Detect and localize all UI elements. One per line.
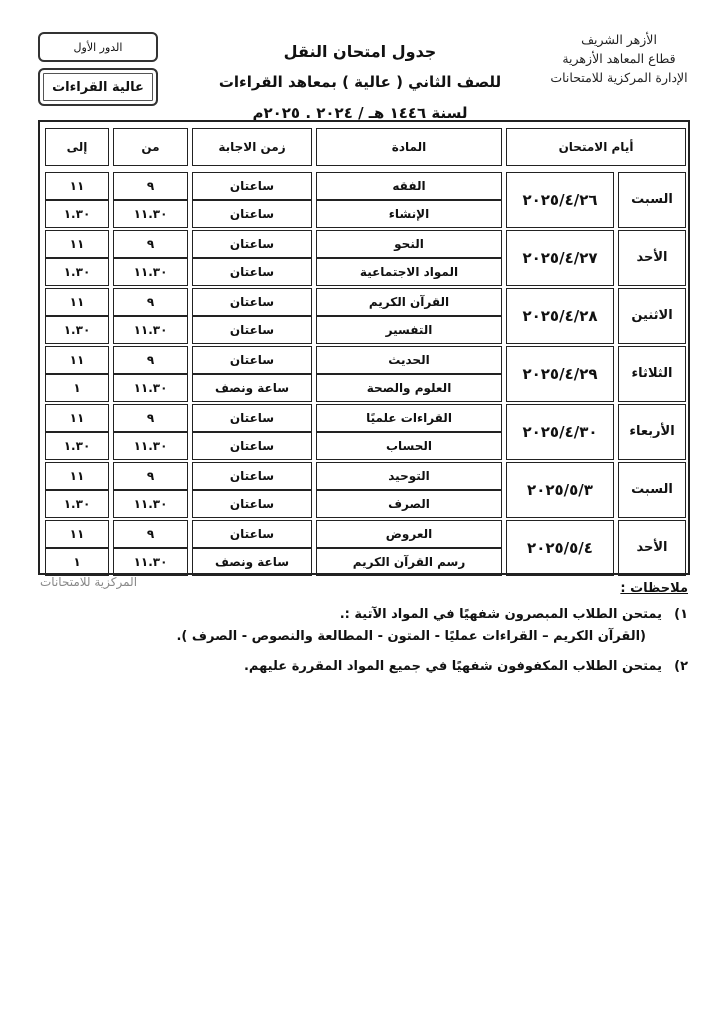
subject-cell: التوحيد bbox=[316, 462, 502, 490]
logo-line: الإدارة المركزية للامتحانات bbox=[550, 70, 688, 85]
from-cell: ١١.٣٠ bbox=[113, 432, 188, 460]
duration-cell: ساعتان bbox=[192, 462, 312, 490]
subject-cell: الحساب bbox=[316, 432, 502, 460]
day-cell: الأحد bbox=[618, 520, 686, 576]
date-cell: ٢٠٢٥/٤/٢٩ bbox=[506, 346, 614, 402]
day-cell: الأحد bbox=[618, 230, 686, 286]
date-cell: ٢٠٢٥/٤/٢٨ bbox=[506, 288, 614, 344]
from-cell: ١١.٣٠ bbox=[113, 490, 188, 518]
notes-section bbox=[48, 578, 688, 678]
day-cell: السبت bbox=[618, 462, 686, 518]
duration-cell: ساعة ونصف bbox=[192, 548, 312, 576]
title-line-1: جدول امتحان النقل bbox=[283, 42, 437, 61]
to-cell: ١.٣٠ bbox=[45, 432, 109, 460]
duration-cell: ساعتان bbox=[192, 520, 312, 548]
duration-cell: ساعتان bbox=[192, 346, 312, 374]
duration-cell: ساعة ونصف bbox=[192, 374, 312, 402]
azhar-logo-text bbox=[544, 30, 694, 87]
header-to: إلى bbox=[45, 128, 109, 166]
subject-cell: القرآن الكريم bbox=[316, 288, 502, 316]
date-cell: ٢٠٢٥/٤/٢٦ bbox=[506, 172, 614, 228]
to-cell: ١.٣٠ bbox=[45, 316, 109, 344]
from-cell: ١١.٣٠ bbox=[113, 258, 188, 286]
note-subtext: (القرآن الكريم – القراءات عمليًا - المتون - المطالعة والنصوص - الصرف ). bbox=[176, 629, 646, 644]
header-duration: زمن الاجابة bbox=[192, 128, 312, 166]
to-cell: ١ bbox=[45, 374, 109, 402]
from-cell: ٩ bbox=[113, 288, 188, 316]
from-cell: ٩ bbox=[113, 462, 188, 490]
header-subject: المادة bbox=[316, 128, 502, 166]
duration-cell: ساعتان bbox=[192, 404, 312, 432]
duration-cell: ساعتان bbox=[192, 230, 312, 258]
duration-cell: ساعتان bbox=[192, 200, 312, 228]
day-cell: الثلاثاء bbox=[618, 346, 686, 402]
subject-cell: النحو bbox=[316, 230, 502, 258]
from-cell: ٩ bbox=[113, 346, 188, 374]
subject-cell: الفقه bbox=[316, 172, 502, 200]
date-cell: ٢٠٢٥/٤/٣٠ bbox=[506, 404, 614, 460]
title-line-3: لسنة ١٤٤٦ هـ / ٢٠٢٤ . ٢٠٢٥م bbox=[252, 104, 468, 122]
day-cell: الأربعاء bbox=[618, 404, 686, 460]
subject-cell: القراءات علميًا bbox=[316, 404, 502, 432]
title-line-2: للصف الثاني ( عالية ) بمعاهد القراءات bbox=[218, 73, 502, 91]
to-cell: ١.٣٠ bbox=[45, 200, 109, 228]
to-cell: ١١ bbox=[45, 462, 109, 490]
note-text: يمتحن الطلاب المكفوفون شفهيًا في جميع المواد المقررة عليهم. bbox=[243, 659, 662, 674]
to-cell: ١١ bbox=[45, 172, 109, 200]
day-cell: الاثنين bbox=[618, 288, 686, 344]
to-cell: ١.٣٠ bbox=[45, 258, 109, 286]
header-days: أيام الامتحان bbox=[506, 128, 686, 166]
subject-cell: المواد الاجتماعية bbox=[316, 258, 502, 286]
to-cell: ١ bbox=[45, 548, 109, 576]
from-cell: ١١.٣٠ bbox=[113, 200, 188, 228]
duration-cell: ساعتان bbox=[192, 172, 312, 200]
notes-heading: ملاحظات : bbox=[620, 581, 688, 596]
subject-cell: الإنشاء bbox=[316, 200, 502, 228]
exam-round-box: الدور الأول bbox=[38, 32, 158, 62]
logo-line: الأزهر الشريف bbox=[581, 32, 657, 47]
date-cell: ٢٠٢٥/٥/٤ bbox=[506, 520, 614, 576]
note-item bbox=[48, 604, 688, 626]
subject-cell: العروض bbox=[316, 520, 502, 548]
page-title bbox=[190, 36, 530, 129]
to-cell: ١١ bbox=[45, 288, 109, 316]
subject-cell: الصرف bbox=[316, 490, 502, 518]
from-cell: ٩ bbox=[113, 520, 188, 548]
date-cell: ٢٠٢٥/٤/٢٧ bbox=[506, 230, 614, 286]
duration-cell: ساعتان bbox=[192, 258, 312, 286]
from-cell: ١١.٣٠ bbox=[113, 316, 188, 344]
duration-cell: ساعتان bbox=[192, 432, 312, 460]
header-from: من bbox=[113, 128, 188, 166]
from-cell: ٩ bbox=[113, 172, 188, 200]
from-cell: ١١.٣٠ bbox=[113, 548, 188, 576]
level-box: عالية القراءات bbox=[38, 68, 158, 106]
to-cell: ١١ bbox=[45, 346, 109, 374]
to-cell: ١١ bbox=[45, 230, 109, 258]
to-cell: ١.٣٠ bbox=[45, 490, 109, 518]
from-cell: ٩ bbox=[113, 404, 188, 432]
central-exams-stamp: المركزية للامتحانات bbox=[40, 575, 138, 589]
note-text: يمتحن الطلاب المبصرون شفهيًا في المواد الآتية :. bbox=[339, 607, 662, 622]
subject-cell: العلوم والصحة bbox=[316, 374, 502, 402]
note-item bbox=[48, 656, 688, 678]
note-number: ١) bbox=[674, 607, 688, 622]
to-cell: ١١ bbox=[45, 404, 109, 432]
day-cell: السبت bbox=[618, 172, 686, 228]
logo-line: قطاع المعاهد الأزهرية bbox=[562, 51, 676, 66]
subject-cell: التفسير bbox=[316, 316, 502, 344]
subject-cell: الحديث bbox=[316, 346, 502, 374]
duration-cell: ساعتان bbox=[192, 288, 312, 316]
from-cell: ٩ bbox=[113, 230, 188, 258]
duration-cell: ساعتان bbox=[192, 316, 312, 344]
date-cell: ٢٠٢٥/٥/٣ bbox=[506, 462, 614, 518]
note-number: ٢) bbox=[674, 659, 688, 674]
duration-cell: ساعتان bbox=[192, 490, 312, 518]
subject-cell: رسم القرآن الكريم bbox=[316, 548, 502, 576]
from-cell: ١١.٣٠ bbox=[113, 374, 188, 402]
to-cell: ١١ bbox=[45, 520, 109, 548]
